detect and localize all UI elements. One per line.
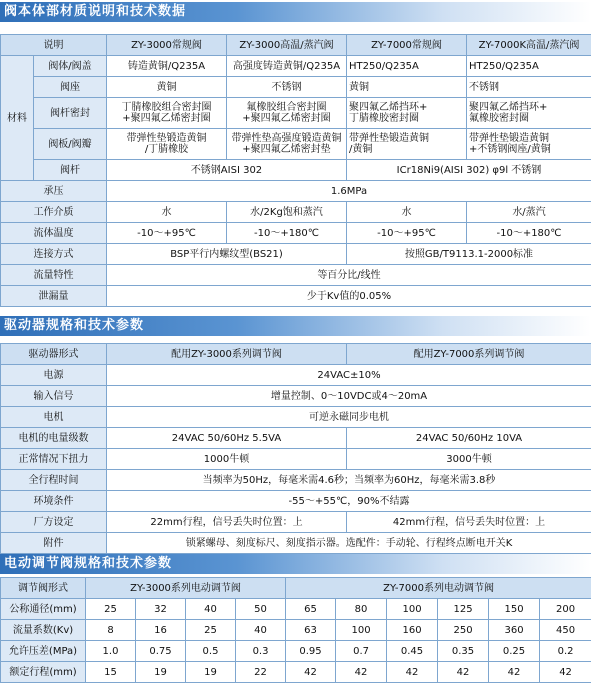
table-cell: 等百分比/线性 (107, 265, 591, 286)
row-label: 流量特性 (1, 265, 107, 286)
row-label: 正常情况下扭力 (1, 449, 107, 470)
table-cell: 80 (336, 599, 387, 620)
table-cell: 450 (540, 620, 591, 641)
row-label: 阀座 (34, 77, 107, 98)
table-cell: 8 (86, 620, 136, 641)
table-cell: ZY-3000系列电动调节阀 (86, 578, 286, 599)
table-row (1, 56, 591, 77)
row-label: 电源 (1, 365, 107, 386)
table-cell: 42 (489, 662, 540, 683)
table-cell: 42 (387, 662, 438, 683)
table-row (1, 286, 591, 307)
table-cell: -55～+55℃，90%不结露 (107, 491, 591, 512)
table-cell: 3000牛顿 (347, 449, 591, 470)
table-cell: 1.0 (86, 641, 136, 662)
header-cell: ZY-3000常规阀 (107, 35, 227, 56)
table-row (1, 491, 591, 512)
table-cell: 24VAC 50/60Hz 5.5VA (107, 428, 347, 449)
table-row (1, 202, 591, 223)
row-label: 泄漏量 (1, 286, 107, 307)
row-label: 阀体/阀盖 (34, 56, 107, 77)
row-label: 阀杆密封 (34, 98, 107, 129)
table-cell: 22mm行程，信号丢失时位置：上 (107, 512, 347, 533)
section-title-electric-valve: 电动调节阀规格和技术参数 (0, 554, 591, 574)
header-cell: ZY-7000K高温/蒸汽阀 (467, 35, 591, 56)
row-label: 阀板/阀瓣 (34, 129, 107, 160)
table-cell: 160 (387, 620, 438, 641)
table-cell: 24VAC 50/60Hz 10VA (347, 428, 591, 449)
table-cell: 15 (86, 662, 136, 683)
table-row (1, 641, 591, 662)
table-cell: 0.2 (540, 641, 591, 662)
table-cell: 25 (186, 620, 236, 641)
table-row (1, 160, 591, 181)
table-cell: 铸造黄铜/Q235A (107, 56, 227, 77)
table-cell: 按照GB/T9113.1-2000标准 (347, 244, 591, 265)
table-cell: 带弹性垫锻造黄铜 /黄铜 (347, 129, 467, 160)
row-label: 输入信号 (1, 386, 107, 407)
table-cell: 40 (236, 620, 286, 641)
row-label: 附件 (1, 533, 107, 554)
table-cell: 带弹性垫高强度锻造黄铜 +聚四氟乙烯密封垫 (227, 129, 347, 160)
row-label: 环境条件 (1, 491, 107, 512)
table-cell: 42 (540, 662, 591, 683)
table-row (1, 662, 591, 683)
header-cell: ZY-7000常规阀 (347, 35, 467, 56)
table-cell: 32 (136, 599, 186, 620)
table-cell: 42 (286, 662, 336, 683)
table-cell: 19 (136, 662, 186, 683)
row-label: 调节阀形式 (1, 578, 86, 599)
row-label: 工作介质 (1, 202, 107, 223)
table-cell: 可逆永磁同步电机 (107, 407, 591, 428)
table-row (1, 386, 591, 407)
row-label: 阀杆 (34, 160, 107, 181)
table-cell: 40 (186, 599, 236, 620)
table-cell: ZY-7000系列电动调节阀 (286, 578, 591, 599)
table-cell: 250 (438, 620, 489, 641)
table-cell: 65 (286, 599, 336, 620)
table-cell: 22 (236, 662, 286, 683)
table-row (1, 533, 591, 554)
table-cell: 1.6MPa (107, 181, 591, 202)
table-cell: 0.3 (236, 641, 286, 662)
table-cell: 不锈钢 (227, 77, 347, 98)
table-cell: 16 (136, 620, 186, 641)
table-cell: 0.45 (387, 641, 438, 662)
table-cell: -10～+180℃ (227, 223, 347, 244)
row-label: 全行程时间 (1, 470, 107, 491)
table-cell: 125 (438, 599, 489, 620)
row-label: 连接方式 (1, 244, 107, 265)
table-cell: 1000牛顿 (107, 449, 347, 470)
table-cell: 50 (236, 599, 286, 620)
table-row (1, 578, 591, 599)
table-row (1, 407, 591, 428)
table-row (1, 449, 591, 470)
table-cell: 当频率为50Hz，每毫米需4.6秒；当频率为60Hz，每毫米需3.8秒 (107, 470, 591, 491)
table-cell: 水/2Kg饱和蒸汽 (227, 202, 347, 223)
table-row (1, 244, 591, 265)
table-cell: HT250/Q235A (467, 56, 591, 77)
table-cell: ICr18Ni9(AISI 302) φ9l 不锈钢 (347, 160, 591, 181)
table-cell: BSP平行内螺纹型(BS21) (107, 244, 347, 265)
table-cell: 25 (86, 599, 136, 620)
row-label: 厂方设定 (1, 512, 107, 533)
table-cell: -10～+95℃ (347, 223, 467, 244)
section-title-valve-body: 阀本体部材质说明和技术数据 (0, 2, 591, 22)
table-cell: 配用ZY-7000系列调节阀 (347, 344, 591, 365)
table-cell: 0.35 (438, 641, 489, 662)
table-cell: 氟橡胶组合密封圈 +聚四氟乙烯密封圈 (227, 98, 347, 129)
row-label: 流量系数(Kv) (1, 620, 86, 641)
table-cell: 配用ZY-3000系列调节阀 (107, 344, 347, 365)
table-cell: 锁紧螺母、刻度标尺、刻度指示器。选配件：手动轮、行程终点断电开关K (107, 533, 591, 554)
row-label: 额定行程(mm) (1, 662, 86, 683)
table-row (1, 98, 591, 129)
row-label: 公称通径(mm) (1, 599, 86, 620)
row-label: 电机 (1, 407, 107, 428)
row-label: 驱动器形式 (1, 344, 107, 365)
row-label: 承压 (1, 181, 107, 202)
table-row (1, 344, 591, 365)
table-row (1, 181, 591, 202)
table-cell: 42 (336, 662, 387, 683)
actuator-table (0, 343, 591, 554)
table-cell: 360 (489, 620, 540, 641)
table-cell: 100 (387, 599, 438, 620)
table-row (1, 35, 591, 56)
table-cell: 0.25 (489, 641, 540, 662)
table-row (1, 599, 591, 620)
table-cell: 带弹性垫锻造黄铜 +不锈钢阀座/黄铜 (467, 129, 591, 160)
table-cell: 不锈钢AISI 302 (107, 160, 347, 181)
row-label: 允许压差(MPa) (1, 641, 86, 662)
row-label: 流体温度 (1, 223, 107, 244)
header-cell: 说明 (1, 35, 107, 56)
table-cell: 增量控制、0～10VDC或4～20mA (107, 386, 591, 407)
table-cell: 63 (286, 620, 336, 641)
table-cell: -10～+180℃ (467, 223, 591, 244)
table-cell: 黄铜 (107, 77, 227, 98)
table-cell: 高强度铸造黄铜/Q235A (227, 56, 347, 77)
table-row (1, 223, 591, 244)
table-cell: 100 (336, 620, 387, 641)
table-cell: 不锈钢 (467, 77, 591, 98)
table-row (1, 470, 591, 491)
table-row (1, 428, 591, 449)
table-cell: 0.7 (336, 641, 387, 662)
table-cell: 0.75 (136, 641, 186, 662)
table-cell: 42mm行程，信号丢失时位置：上 (347, 512, 591, 533)
table-cell: 42 (438, 662, 489, 683)
material-label: 材料 (1, 56, 34, 181)
table-cell: 200 (540, 599, 591, 620)
table-row (1, 129, 591, 160)
section-title-actuator: 驱动器规格和技术参数 (0, 316, 591, 336)
table-cell: 水/蒸汽 (467, 202, 591, 223)
table-cell: 24VAC±10% (107, 365, 591, 386)
table-row (1, 265, 591, 286)
table-row (1, 512, 591, 533)
table-cell: 聚四氟乙烯挡环+ 氟橡胶密封圈 (467, 98, 591, 129)
table-cell: 少于Kv值的0.05% (107, 286, 591, 307)
electric-valve-table (0, 577, 591, 683)
table-cell: 水 (347, 202, 467, 223)
table-row (1, 77, 591, 98)
row-label: 电机的电量级数 (1, 428, 107, 449)
table-cell: 19 (186, 662, 236, 683)
table-cell: 0.5 (186, 641, 236, 662)
table-cell: 黄铜 (347, 77, 467, 98)
table-row (1, 365, 591, 386)
table-cell: 丁腈橡胶组合密封圈 +聚四氟乙烯密封圈 (107, 98, 227, 129)
table-cell: -10～+95℃ (107, 223, 227, 244)
table-cell: 聚四氟乙烯挡环+ 丁腈橡胶密封圈 (347, 98, 467, 129)
table-cell: 150 (489, 599, 540, 620)
table-row (1, 620, 591, 641)
table-cell: HT250/Q235A (347, 56, 467, 77)
table-cell: 水 (107, 202, 227, 223)
header-cell: ZY-3000高温/蒸汽阀 (227, 35, 347, 56)
valve-body-table (0, 34, 591, 307)
table-cell: 0.95 (286, 641, 336, 662)
table-cell: 带弹性垫锻造黄铜 /丁腈橡胶 (107, 129, 227, 160)
